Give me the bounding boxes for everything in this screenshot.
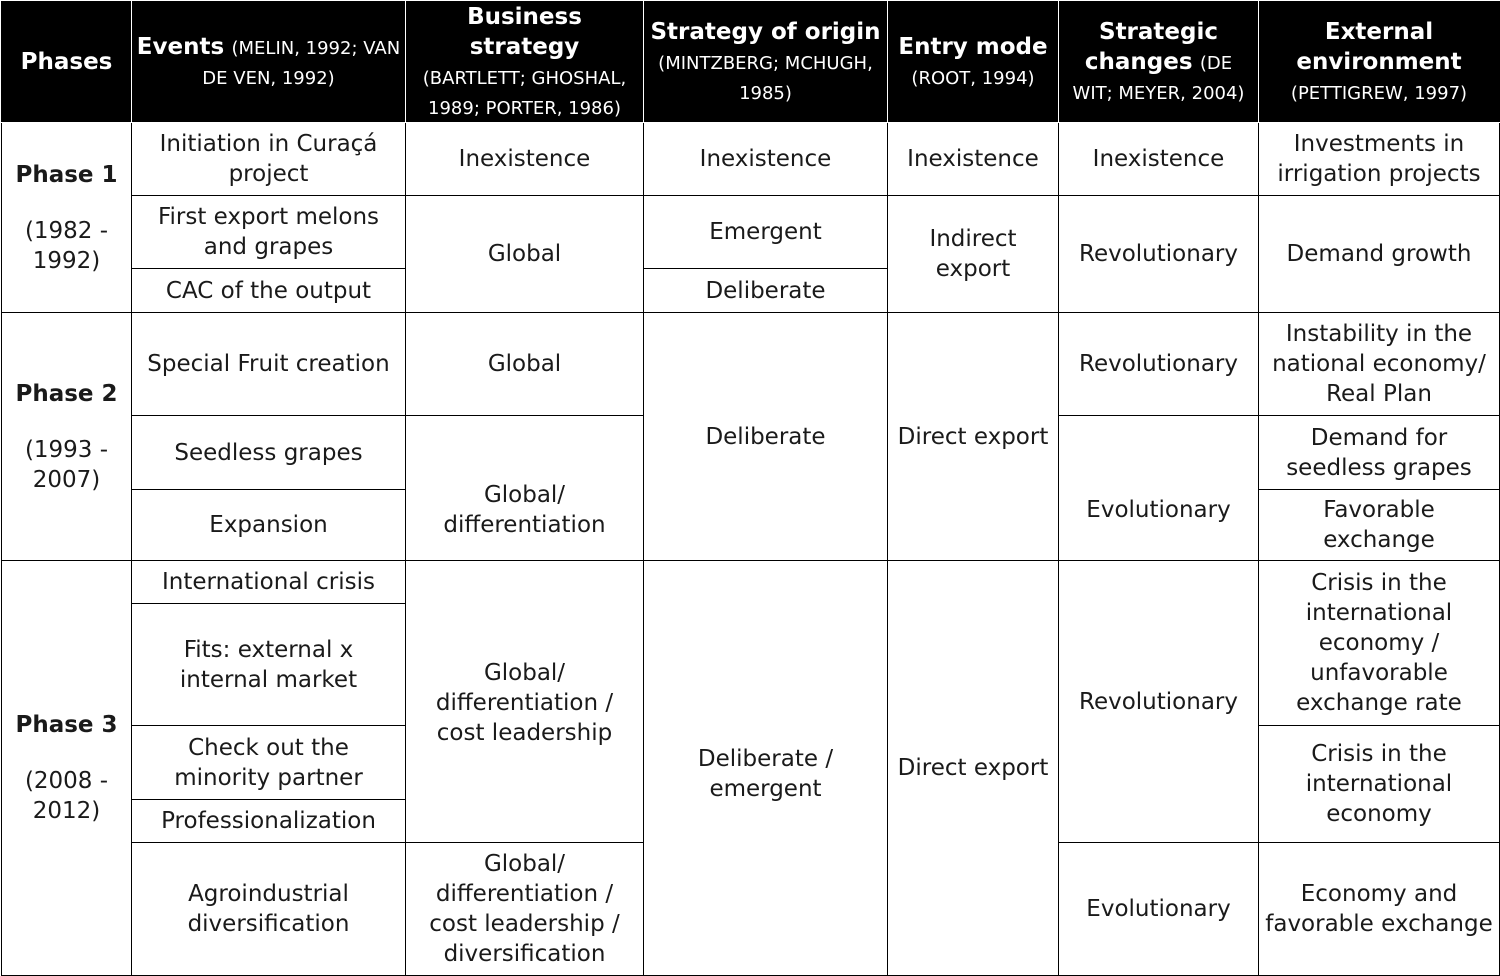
event-cell: International crisis [132,561,406,604]
strategy-phases-table [1,1,1500,976]
business-strategy-cell: Global [406,313,644,416]
phase-name: Phase 3 [15,712,118,738]
external-environment-cell: Instability in the national economy/ Real Plan [1259,313,1500,416]
table-row [2,123,1500,196]
entry-mode-cell: Direct export [888,313,1059,561]
event-cell: Special Fruit creation [132,313,406,416]
event-cell: Professionalization [132,800,406,843]
header-row [2,2,1500,123]
phase-name: Phase 2 [15,380,118,407]
external-environment-cell: Demand growth [1259,196,1500,313]
strategy-origin-cell: Deliberate / emergent [644,561,888,976]
strategy-origin-cell: Emergent [644,196,888,269]
phase-cell [2,561,132,976]
phase-cell [2,313,132,561]
header-events: Events (MELIN, 1992; VAN DE VEN, 1992) [132,2,406,123]
phase-years: (1982 - 1992) [24,217,109,274]
external-environment-cell: Favorable exchange [1259,490,1500,561]
strategic-change-cell: Revolutionary [1059,196,1259,313]
entry-mode-cell: Direct export [888,561,1059,976]
external-environment-cell: Crisis in the international economy / unfavorable exchange rate [1259,561,1500,726]
event-cell: Check out the minority partner [132,726,406,800]
external-environment-cell: Crisis in the international economy [1259,726,1500,843]
business-strategy-cell: Global/ differentiation / cost leadership / diversification [406,843,644,976]
phase-years: (2008 - 2012) [24,768,109,824]
event-cell: CAC of the output [132,269,406,313]
header-entry-mode: Entry mode (ROOT, 1994) [888,2,1059,123]
strategic-change-cell: Evolutionary [1059,416,1259,561]
event-cell: Agroindustrial diversification [132,843,406,976]
business-strategy-cell: Global [406,196,644,313]
business-strategy-cell: Inexistence [406,123,644,196]
external-environment-cell: Demand for seedless grapes [1259,416,1500,490]
strategic-change-cell: Inexistence [1059,123,1259,196]
event-cell: Seedless grapes [132,416,406,490]
table-row [2,561,1500,604]
business-strategy-cell: Global/ differentiation / cost leadership [406,561,644,843]
event-cell: Fits: external x internal market [132,604,406,726]
external-environment-cell: Investments in irrigation projects [1259,123,1500,196]
header-external-environment: External environment (PETTIGREW, 1997) [1259,2,1500,123]
phase-years: (1993 - 2007) [24,436,109,493]
external-environment-cell: Economy and favorable exchange [1259,843,1500,976]
event-cell: Initiation in Curaçá project [132,123,406,196]
header-phases: Phases [2,2,132,123]
header-strategy-of-origin: Strategy of origin (MINTZBERG; MCHUGH, 1985) [644,2,888,123]
table-row [2,196,1500,269]
header-business-strategy: Business strategy (BARTLETT; GHOSHAL, 1989; PORTER, 1986) [406,2,644,123]
phase-name: Phase 1 [15,161,118,188]
header-strategic-changes: Strategic changes (DE WIT; MEYER, 2004) [1059,2,1259,123]
phase-cell [2,123,132,313]
event-cell: First export melons and grapes [132,196,406,269]
strategic-change-cell: Revolutionary [1059,313,1259,416]
strategy-origin-cell: Deliberate [644,313,888,561]
strategy-origin-cell: Deliberate [644,269,888,313]
business-strategy-cell: Global/ differentiation [406,416,644,561]
strategic-change-cell: Revolutionary [1059,561,1259,843]
strategic-change-cell: Evolutionary [1059,843,1259,976]
strategy-origin-cell: Inexistence [644,123,888,196]
table-row [2,313,1500,416]
entry-mode-cell: Inexistence [888,123,1059,196]
entry-mode-cell: Indirect export [888,196,1059,313]
event-cell: Expansion [132,490,406,561]
